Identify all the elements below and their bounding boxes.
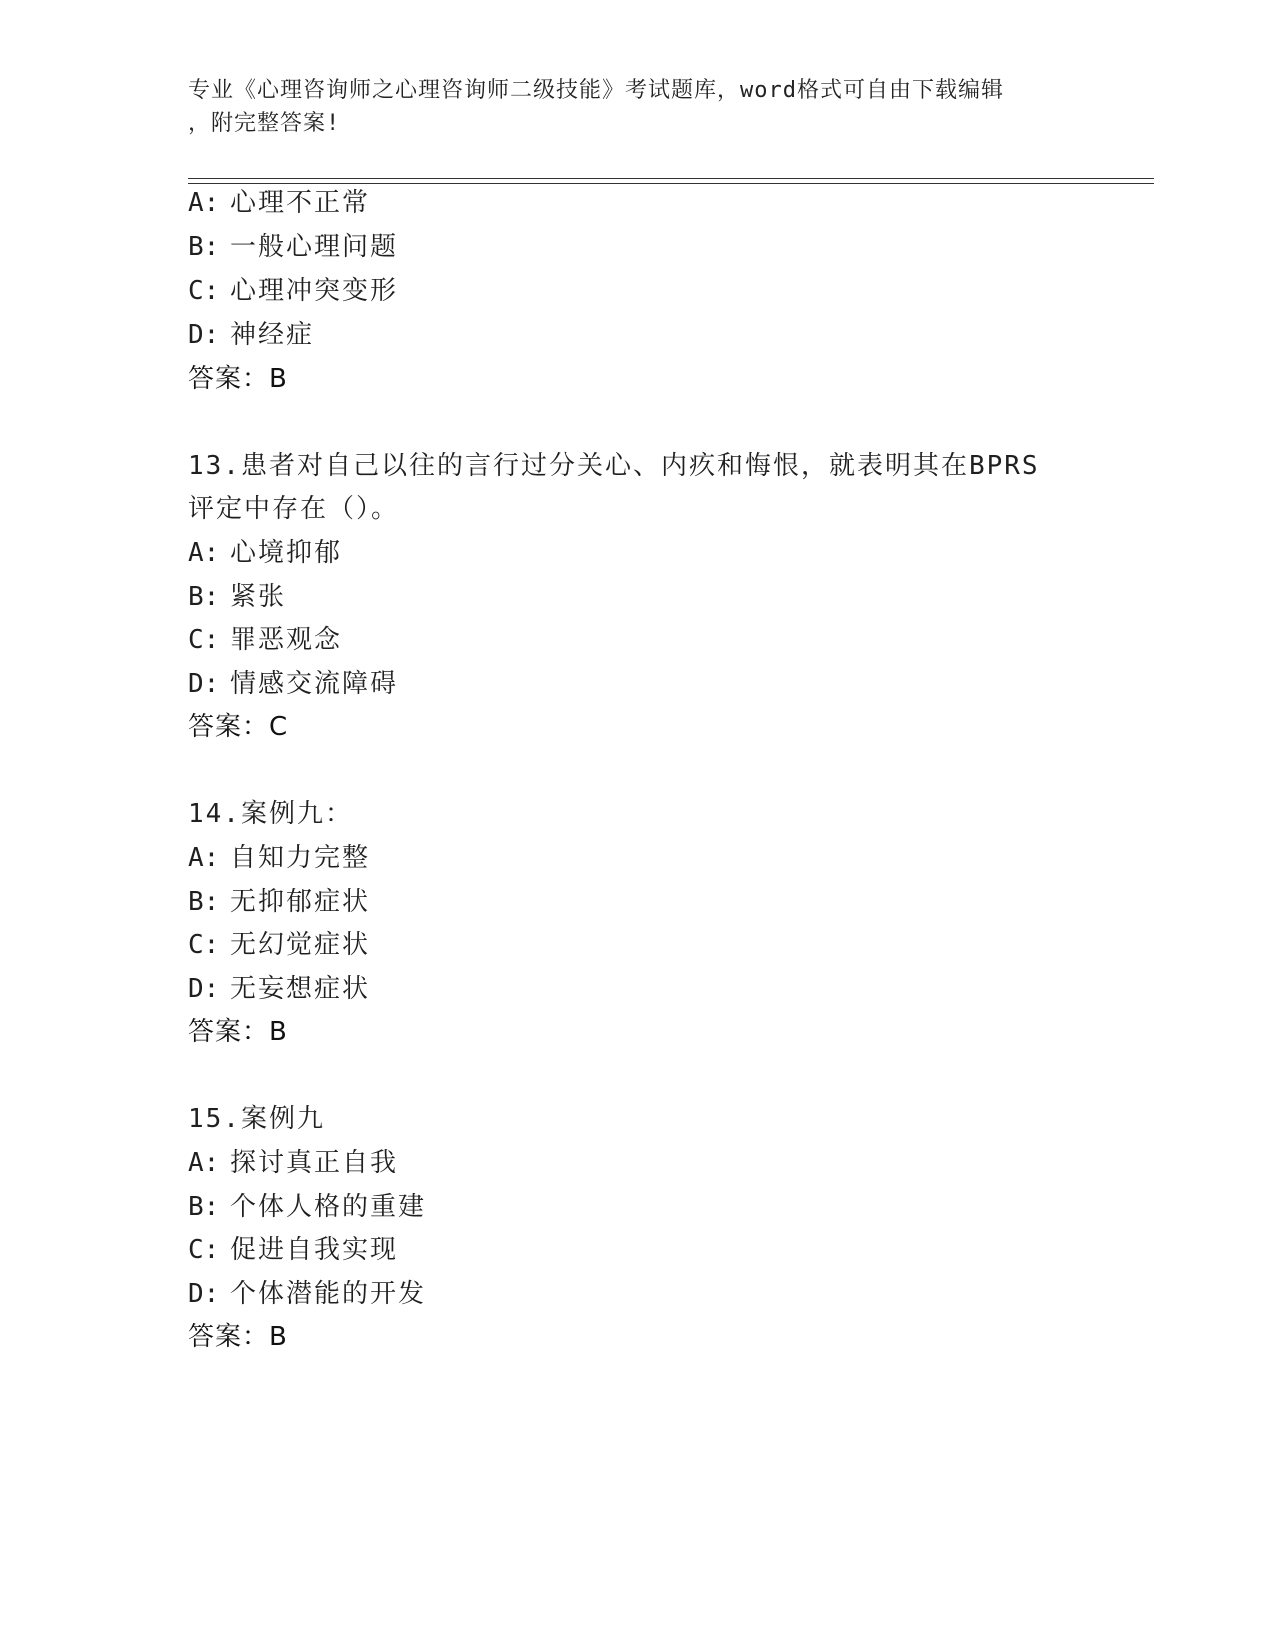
option-text: 一般心理问题 — [230, 232, 399, 262]
q14-option-d — [188, 973, 370, 1005]
option-label: C: — [188, 1235, 220, 1265]
q12-answer: 答案：B — [188, 364, 288, 394]
q15-stem: 15.案例九 — [188, 1104, 325, 1134]
option-text: 神经症 — [230, 320, 315, 350]
option-text: 心理冲突变形 — [230, 276, 399, 306]
option-label: B: — [188, 1192, 220, 1222]
q12-option-b — [188, 231, 398, 263]
q13-answer: 答案：C — [188, 712, 289, 742]
option-label: D: — [188, 1279, 220, 1309]
q13-option-b — [188, 581, 286, 613]
option-label: A: — [188, 1148, 220, 1178]
q14-stem: 14.案例九： — [188, 799, 353, 829]
option-label: C: — [188, 625, 220, 655]
q15-option-b — [188, 1191, 426, 1223]
option-text: 无幻觉症状 — [230, 930, 371, 960]
q15-option-a — [188, 1147, 398, 1179]
option-text: 个体潜能的开发 — [230, 1279, 427, 1309]
q13-stem-line-2: 评定中存在（）。 — [188, 494, 400, 524]
q12-option-d — [188, 319, 314, 351]
option-label: B: — [188, 232, 220, 262]
q12-option-c — [188, 275, 398, 307]
option-text: 促进自我实现 — [230, 1235, 399, 1265]
option-text: 心境抑郁 — [230, 538, 343, 568]
q15-option-c — [188, 1234, 398, 1266]
option-label: D: — [188, 669, 220, 699]
option-text: 紧张 — [230, 582, 287, 612]
q14-answer: 答案：B — [188, 1017, 288, 1047]
q12-option-a — [188, 187, 370, 219]
option-text: 情感交流障碍 — [230, 669, 399, 699]
option-text: 罪恶观念 — [230, 625, 343, 655]
document-header — [188, 74, 1088, 140]
option-label: A: — [188, 538, 220, 568]
q14-option-a — [188, 842, 370, 874]
header-line-2: ，附完整答案! — [188, 111, 341, 136]
option-text: 无妄想症状 — [230, 974, 371, 1004]
q14-option-c — [188, 929, 370, 961]
option-text: 个体人格的重建 — [230, 1192, 427, 1222]
option-label: D: — [188, 320, 220, 350]
q13-option-c — [188, 624, 342, 656]
q13-stem-line-1: 13.患者对自己以往的言行过分关心、内疚和悔恨，就表明其在BPRS — [188, 451, 1040, 481]
option-label: A: — [188, 188, 220, 218]
option-label: B: — [188, 582, 220, 612]
option-text: 无抑郁症状 — [230, 887, 371, 917]
option-label: B: — [188, 887, 220, 917]
header-rule-bottom — [188, 183, 1154, 184]
option-label: D: — [188, 974, 220, 1004]
option-text: 探讨真正自我 — [230, 1148, 399, 1178]
q15-answer: 答案：B — [188, 1322, 288, 1352]
q14-option-b — [188, 886, 370, 918]
header-rule-top — [188, 178, 1154, 179]
option-text: 自知力完整 — [230, 843, 371, 873]
option-label: C: — [188, 930, 220, 960]
option-label: C: — [188, 276, 220, 306]
option-label: A: — [188, 843, 220, 873]
q13-option-a — [188, 537, 342, 569]
q15-option-d — [188, 1278, 426, 1310]
header-line-1: 专业《心理咨询师之心理咨询师二级技能》考试题库，word格式可自由下载编辑 — [188, 78, 1004, 103]
option-text: 心理不正常 — [230, 188, 371, 218]
q13-option-d — [188, 668, 398, 700]
